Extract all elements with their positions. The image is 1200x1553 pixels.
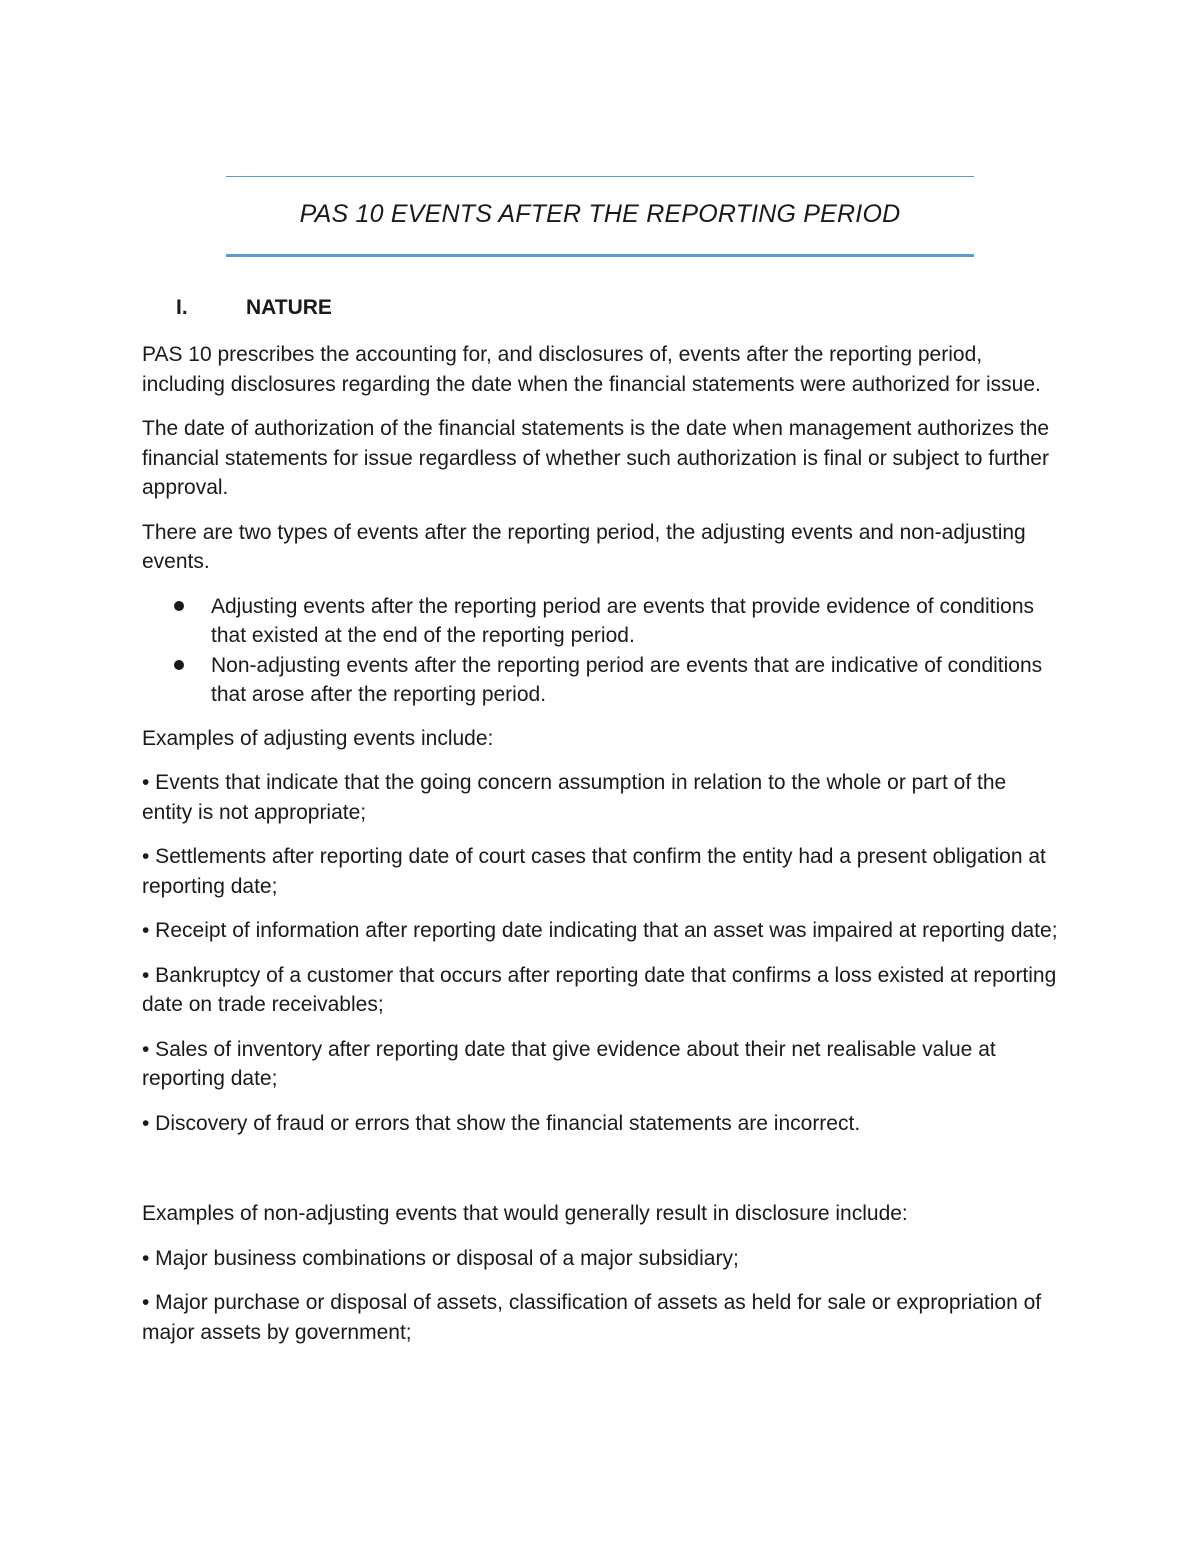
event-types-list bbox=[142, 592, 1062, 710]
paragraph-two-types: There are two types of events after the reporting period, the adjusting events and non-adjusting events. bbox=[142, 520, 1026, 573]
adjusting-example-item: • Bankruptcy of a customer that occurs after reporting date that confirms a loss existed at reporting date on trade receivables; bbox=[142, 963, 1057, 1016]
non-adjusting-examples-intro: Examples of non-adjusting events that would generally result in disclosure include: bbox=[142, 1202, 908, 1225]
adjusting-example-item: • Receipt of information after reporting date indicating that an asset was impaired at reporting date; bbox=[142, 919, 1058, 942]
list-item bbox=[142, 592, 1062, 651]
event-type-non-adjusting: Non-adjusting events after the reporting period are events that are indicative of conditions that arose after the reporting period. bbox=[211, 653, 1043, 706]
event-type-adjusting: Adjusting events after the reporting period are events that provide evidence of conditions that existed at the end of the reporting period. bbox=[211, 594, 1035, 647]
bullet-icon bbox=[174, 660, 184, 670]
adjusting-examples-intro: Examples of adjusting events include: bbox=[142, 726, 494, 750]
title-rule-bottom bbox=[226, 254, 974, 257]
document-body bbox=[142, 290, 1062, 1362]
list-item bbox=[142, 651, 1062, 710]
section-title: NATURE bbox=[246, 296, 332, 319]
paragraph-prescribes: PAS 10 prescribes the accounting for, and disclosures of, events after the reporting period, including disclosures regarding the date when the financial statements were authorized for issue. bbox=[142, 343, 1041, 396]
paragraph-authorization-date: The date of authorization of the financial statements is the date when management authorizes the financial statements for issue regardless of whether such authorization is final or subject to further approval. bbox=[142, 417, 1050, 499]
adjusting-example-item: • Sales of inventory after reporting date that give evidence about their net realisable value at reporting date; bbox=[142, 1037, 996, 1090]
section-heading bbox=[142, 290, 1062, 326]
adjusting-example-item: • Events that indicate that the going concern assumption in relation to the whole or part of the entity is not appropriate; bbox=[142, 771, 1007, 824]
title-rule-top bbox=[226, 176, 974, 177]
adjusting-example-item: • Discovery of fraud or errors that show the financial statements are incorrect. bbox=[142, 1111, 861, 1135]
non-adjusting-example-item: • Major purchase or disposal of assets, classification of assets as held for sale or expropriation of major assets by government; bbox=[142, 1291, 1042, 1344]
bullet-icon bbox=[174, 601, 184, 611]
section-number: I. bbox=[176, 296, 188, 319]
title-block bbox=[226, 176, 974, 258]
non-adjusting-example-item: • Major business combinations or disposal of a major subsidiary; bbox=[142, 1246, 739, 1270]
adjusting-example-item: • Settlements after reporting date of court cases that confirm the entity had a present obligation at reporting date; bbox=[142, 845, 1046, 898]
document-title: PAS 10 EVENTS AFTER THE REPORTING PERIOD bbox=[299, 200, 901, 228]
blank-line bbox=[142, 1153, 1062, 1199]
